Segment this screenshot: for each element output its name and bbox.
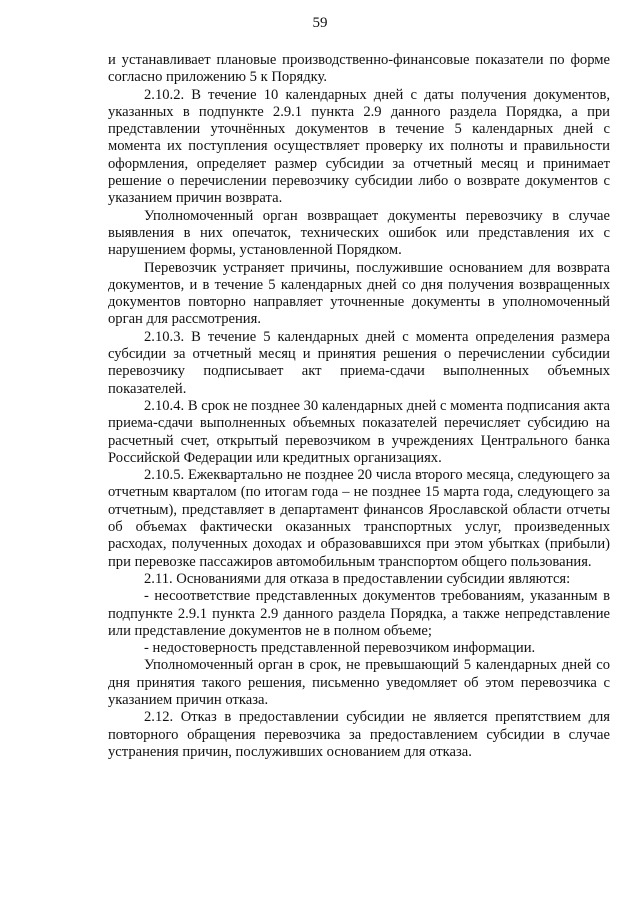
paragraph-2-10-3: 2.10.3. В течение 5 календарных дней с момента определения размера субсидии за отчетный месяц и принятия решения о перечислении субсидии перевозчику подписывает акт приема-сдачи выполненных объемных показателей. <box>108 328 610 397</box>
paragraph-2-11: 2.11. Основаниями для отказа в предоставлении субсидии являются: <box>144 570 571 587</box>
list-item-noncompliance: - несоответствие представленных документов требованиям, указанным в подпункте 2.9.1 пункта 2.9 данного раздела Порядка, а также непредставление или представление документов не в полном объеме; <box>108 588 610 639</box>
paragraph-refusal-notice: Уполномоченный орган в срок, не превышающий 5 календарных дней со дня принятия такого решения, письменно уведомляет об этом перевозчика с указанием причин отказа. <box>108 657 610 708</box>
paragraph-carrier-resubmission: Перевозчик устраняет причины, послужившие основанием для возврата документов, и в течение 5 календарных дней со дня получения возвращенных документов повторно направляет уточненные документы в уполномоченный орган для рассмотрения. <box>108 259 610 328</box>
paragraph-2-10-4: 2.10.4. В срок не позднее 30 календарных дней с момента подписания акта приема-сдачи выполненных объемных показателей перечисляет субсидию на расчетный счет, открытый перевозчиком в учреждениях Центрального банка Российской Федерации или кредитных организациях. <box>108 397 610 466</box>
page-number: 59 <box>312 15 328 31</box>
paragraph-continuation: и устанавливает плановые производственно-финансовые показатели по форме согласно приложению 5 к Порядку. <box>108 52 610 86</box>
list-item-inaccuracy: - недостоверность представленной перевозчиком информации. <box>144 640 536 657</box>
document-body <box>108 52 610 761</box>
paragraph-2-10-2: 2.10.2. В течение 10 календарных дней с даты получения документов, указанных в подпункте 2.9.1 пункта 2.9 данного раздела Порядка, а при представлении уточнённых документов в течение 5 календарных дней с момента их поступления осуществляет проверку их полноты и правильности оформления, определяет размер субсидии за отчетный месяц и принимает решение о перечислении перевозчику субсидии либо о возврате документов с указанием причин возврата. <box>108 86 610 207</box>
paragraph-2-10-5: 2.10.5. Ежеквартально не позднее 20 числа второго месяца, следующего за отчетным кварталом (по итогам года – не позднее 15 марта года, следующего за отчетным), представляет в департамент финансов Ярославской области отчеты об объемах фактически оказанных транспортных услуг, произведенных расходах, полученных доходах и образовавшихся при этом убытках (прибыли) при перевозке пассажиров автомобильным транспортом общего пользования. <box>108 467 610 570</box>
paragraph-document-return: Уполномоченный орган возвращает документы перевозчику в случае выявления в них опечаток, технических ошибок или представления их с нарушением формы, установленной Порядком. <box>108 207 610 259</box>
paragraph-2-12: 2.12. Отказ в предоставлении субсидии не является препятствием для повторного обращения перевозчика за предоставлением субсидии в случае устранения причин, послуживших основанием для отказа. <box>108 709 610 760</box>
